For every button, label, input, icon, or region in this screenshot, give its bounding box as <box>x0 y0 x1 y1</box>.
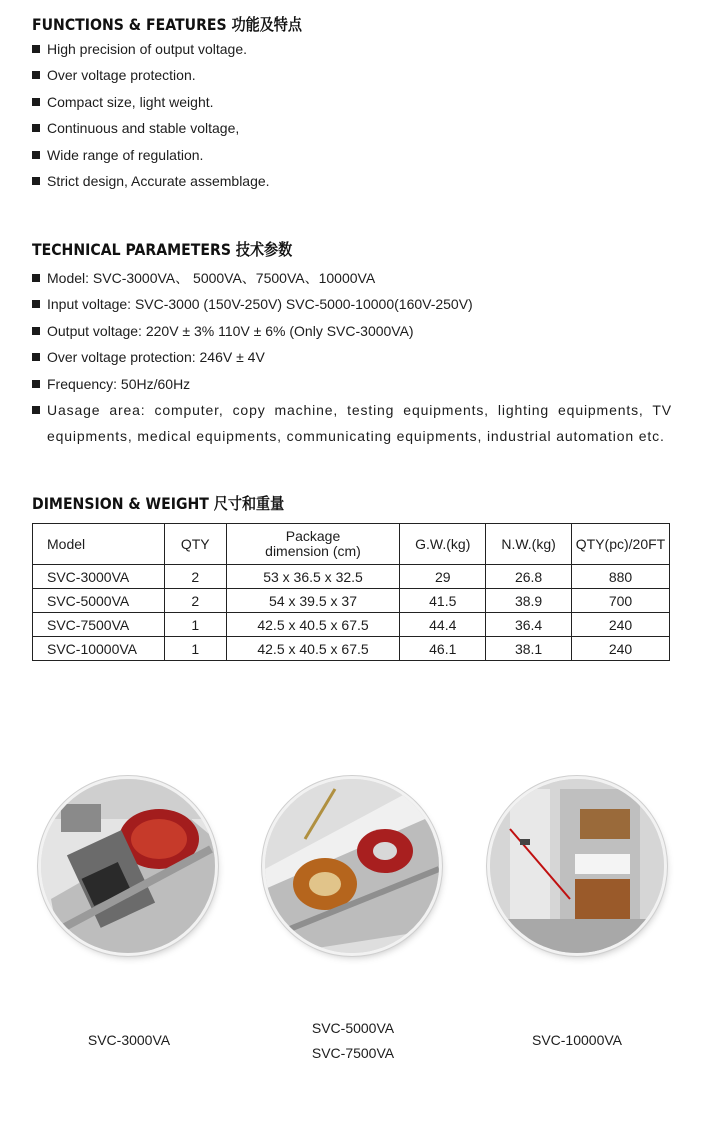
parameter-item: Model: SVC-3000VA、 5000VA、7500VA、10000VA <box>32 265 672 291</box>
feature-item: Wide range of regulation. <box>32 142 270 168</box>
table-row <box>33 565 670 589</box>
parameters-list <box>32 265 672 450</box>
parameter-item: Input voltage: SVC-3000 (150V-250V) SVC-5000-10000(160V-250V) <box>32 291 672 317</box>
regulator-3000-illustration <box>41 779 215 953</box>
caption-svc5000-7500 <box>263 1016 443 1066</box>
feature-item: Compact size, light weight. <box>32 89 270 115</box>
product-photo-svc3000 <box>41 779 215 953</box>
feature-item: Continuous and stable voltage, <box>32 115 270 141</box>
cell-model: SVC-10000VA <box>33 637 165 661</box>
cell-package: 42.5 x 40.5 x 67.5 <box>226 637 400 661</box>
product-photo-svc5000-7500 <box>265 779 439 953</box>
cell-package: 54 x 39.5 x 37 <box>226 589 400 613</box>
header-qty: QTY <box>164 524 226 565</box>
cell-gw: 44.4 <box>400 613 486 637</box>
product-photo-svc10000 <box>490 779 664 953</box>
cell-package: 42.5 x 40.5 x 67.5 <box>226 613 400 637</box>
parameter-item: Over voltage protection: 246V ± 4V <box>32 344 672 370</box>
header-nw: N.W.(kg) <box>486 524 572 565</box>
cell-qty20: 240 <box>571 613 669 637</box>
header-package-line1: Package <box>285 528 341 544</box>
cell-nw: 26.8 <box>486 565 572 589</box>
cell-qty20: 700 <box>571 589 669 613</box>
header-qty20: QTY(pc)/20FT <box>571 524 669 565</box>
cell-qty: 2 <box>164 565 226 589</box>
cell-qty: 1 <box>164 637 226 661</box>
table-row <box>33 613 670 637</box>
parameter-item <box>32 397 672 450</box>
header-model: Model <box>33 524 165 565</box>
cell-qty20: 240 <box>571 637 669 661</box>
cell-nw: 36.4 <box>486 613 572 637</box>
table-header-row <box>33 524 670 565</box>
caption-svc10000: SVC-10000VA <box>531 1032 622 1048</box>
cell-model: SVC-7500VA <box>33 613 165 637</box>
features-title: FUNCTIONS & FEATURES 功能及特点 <box>32 15 302 34</box>
cell-gw: 46.1 <box>400 637 486 661</box>
dimension-title: DIMENSION & WEIGHT 尺寸和重量 <box>32 494 285 513</box>
header-package-line2: dimension (cm) <box>265 543 361 559</box>
cell-qty20: 880 <box>571 565 669 589</box>
caption-svc7500: SVC-7500VA <box>311 1045 395 1061</box>
features-list <box>32 36 270 194</box>
cell-gw: 29 <box>400 565 486 589</box>
cell-model: SVC-5000VA <box>33 589 165 613</box>
regulator-5000-illustration <box>265 779 439 953</box>
cell-qty: 1 <box>164 613 226 637</box>
cell-nw: 38.9 <box>486 589 572 613</box>
usage-area-text: Uasage area: computer, copy machine, testing equipments, lighting equipments, TV equipments, medical equipments, communicating equipments, industrial automation etc. <box>47 402 672 445</box>
table-row <box>33 589 670 613</box>
dimension-table <box>32 523 670 661</box>
caption-svc5000: SVC-5000VA <box>311 1020 395 1036</box>
cell-qty: 2 <box>164 589 226 613</box>
parameter-item: Output voltage: 220V ± 3% 110V ± 6% (Only SVC-3000VA) <box>32 318 672 344</box>
header-gw: G.W.(kg) <box>400 524 486 565</box>
cell-gw: 41.5 <box>400 589 486 613</box>
feature-item: Over voltage protection. <box>32 62 270 88</box>
caption-svc3000: SVC-3000VA <box>87 1032 171 1048</box>
feature-item: Strict design, Accurate assemblage. <box>32 168 270 194</box>
parameters-title: TECHNICAL PARAMETERS 技术参数 <box>32 240 293 259</box>
cell-nw: 38.1 <box>486 637 572 661</box>
header-package <box>226 524 400 565</box>
feature-item: High precision of output voltage. <box>32 36 270 62</box>
table-row <box>33 637 670 661</box>
parameter-item: Frequency: 50Hz/60Hz <box>32 371 672 397</box>
regulator-10000-illustration <box>490 779 664 953</box>
cell-model: SVC-3000VA <box>33 565 165 589</box>
cell-package: 53 x 36.5 x 32.5 <box>226 565 400 589</box>
